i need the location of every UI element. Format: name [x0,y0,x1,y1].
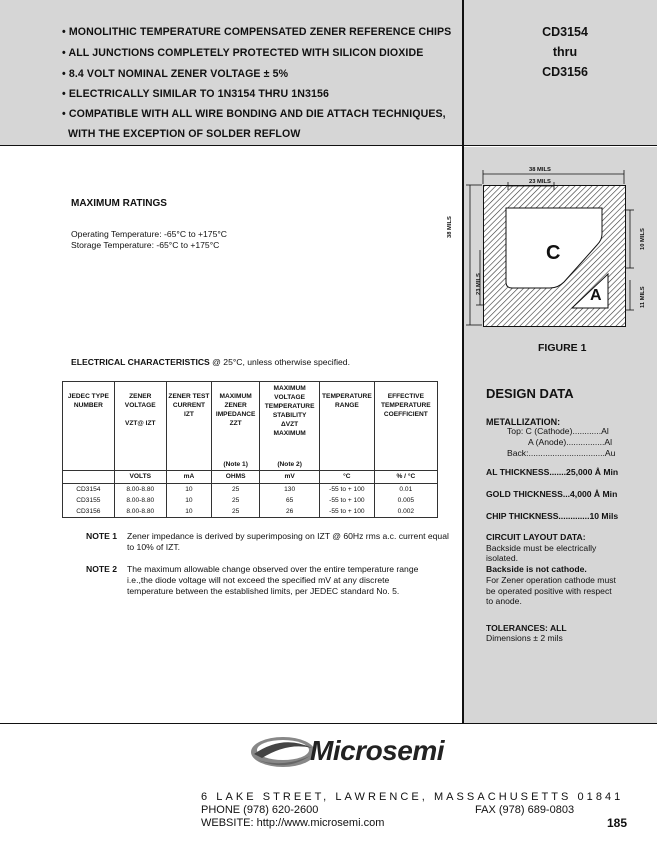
hdr-test-current: ZENER TEST CURRENT IZT [166,382,211,460]
note2-ref: (Note 2) [260,459,320,471]
metal-back: Back:................................Au [507,448,616,458]
table-row: CD3154 8.00-8.80 10 25 130 -55 to + 100 0.01 [63,484,438,496]
logo-text: Microsemi [310,735,444,766]
tolerance-line: Dimensions ± 2 mils [486,633,563,643]
sym-dv: ΔVZT [281,421,299,428]
feature-2: • ALL JUNCTIONS COMPLETELY PROTECTED WITH SILICON DIOXIDE [62,47,424,59]
sym-zzt: ZZT [229,420,242,427]
chip-thickness: CHIP THICKNESS.............10 Mils [486,511,619,521]
circuit-line-3: For Zener operation cathode must [486,575,616,585]
page-number: 185 [607,816,628,830]
circuit-bold: Backside is not cathode. [486,564,587,574]
circuit-line-1: Backside must be electrically [486,543,597,553]
footer-phone: PHONE (978) 620-2600 [201,804,319,816]
dim-top-outer: 38 MILS [529,167,551,173]
cathode-label: C [546,242,561,264]
elec-title: ELECTRICAL CHARACTERISTICS [71,357,210,367]
tolerance-title: TOLERANCES: ALL [486,623,567,633]
note2-line-1: The maximum allowable change observed over the entire temperature range [127,564,419,574]
circuit-line-5: to anode. [486,596,522,606]
elec-heading [71,357,350,367]
storage-temp: Storage Temperature: -65°C to +175°C [71,240,220,250]
hdr-jedec: JEDEC TYPE NUMBER [63,382,115,460]
note2-line-3: temperature between the established limits, per JEDEC standard No. 5. [127,586,400,596]
header-rule [0,145,657,146]
figure-caption: FIGURE 1 [538,342,587,354]
table-row: CD3155 8.00-8.80 10 25 65 -55 to + 100 0.005 [63,495,438,506]
part-start: CD3154 [542,25,588,39]
dim-right-bottom: 11 MILS [640,286,646,308]
circuit-title: CIRCUIT LAYOUT DATA: [486,532,586,542]
footer-rule [0,723,657,724]
note1-label: NOTE 1 [86,531,118,541]
note2-line-2: i.e.,the diode voltage will not exceed the speciﬁed mV at any discrete [127,575,390,585]
hdr-zener-voltage: ZENER VOLTAGE VZT@ IZT [114,382,166,460]
dim-left-inner: 23 MILS [476,273,482,295]
max-word: MAXIMUM [273,430,306,437]
metal-title: METALLIZATION: [486,417,561,427]
max-ratings-title: MAXIMUM RATINGS [71,198,167,209]
hdr-stability: MAXIMUM VOLTAGE TEMPERATURE STABILITY ΔVZT MAXIMUM [260,382,320,460]
dim-right-top: 10 MILS [640,228,646,250]
dim-left-outer: 38 MILS [447,216,453,238]
anode-label: A [590,287,602,304]
circuit-line-4: be operated positive with respect [486,586,612,596]
hdr-temp-range: TEMPERATURE RANGE [320,382,375,460]
dimension-lines [464,160,657,335]
table-row: CD3156 8.00-8.80 10 25 26 -55 to + 100 0.002 [63,506,438,518]
operating-temp: Operating Temperature: -65°C to +175°C [71,229,227,239]
al-thickness: AL THICKNESS.......25,000 Å Min [486,467,619,477]
metal-top: Top: C (Cathode)............Al [507,426,609,436]
feature-5: • COMPATIBLE WITH ALL WIRE BONDING AND DIE ATTACH TECHNIQUES, [62,108,446,120]
sym-izt: IZT [183,411,194,418]
sym-vz: VZT@ IZT [124,420,156,427]
circuit-line-2: isolated. [486,553,519,563]
logo-swoosh-icon [248,730,318,772]
footer-address: 6 LAKE STREET, LAWRENCE, MASSACHUSETTS 01841 [201,791,624,803]
note1-ref: (Note 1) [212,459,260,471]
hdr-impedance: MAXIMUM ZENER IMPEDANCE ZZT [212,382,260,460]
design-title: DESIGN DATA [486,386,574,401]
feature-5-cont: WITH THE EXCEPTION OF SOLDER REFLOW [68,128,301,140]
footer-fax: FAX (978) 689-0803 [475,804,575,816]
gold-thickness: GOLD THICKNESS...4,000 Å Min [486,489,618,499]
microsemi-logo [248,730,448,774]
metal-anode: A (Anode)................Al [528,437,613,447]
part-end: CD3156 [542,65,588,79]
dim-top-inner: 23 MILS [529,179,551,185]
elec-subtitle: @ 25°C, unless otherwise speciﬁed. [212,357,350,367]
feature-4: • ELECTRICALLY SIMILAR TO 1N3154 THRU 1N3156 [62,88,329,100]
electrical-table [62,381,438,518]
feature-1: • MONOLITHIC TEMPERATURE COMPENSATED ZENER REFERENCE CHIPS [62,26,452,38]
note1-text-a: Zener impedance is derived by superimposing on IZT @ 60Hz rms a.c. current equal [127,531,449,541]
hdr-coefficient: EFFECTIVE TEMPERATURE COEFFICIENT [374,382,437,460]
units-row: VOLTS mA OHMS mV °C % / °C [63,471,438,484]
part-thru: thru [552,45,578,59]
note2-label: NOTE 2 [86,564,118,574]
note1-text-b: to 10% of IZT. [127,542,181,552]
feature-3: • 8.4 VOLT NOMINAL ZENER VOLTAGE ± 5% [62,68,289,80]
footer-website[interactable]: WEBSITE: http://www.microsemi.com [201,817,385,829]
